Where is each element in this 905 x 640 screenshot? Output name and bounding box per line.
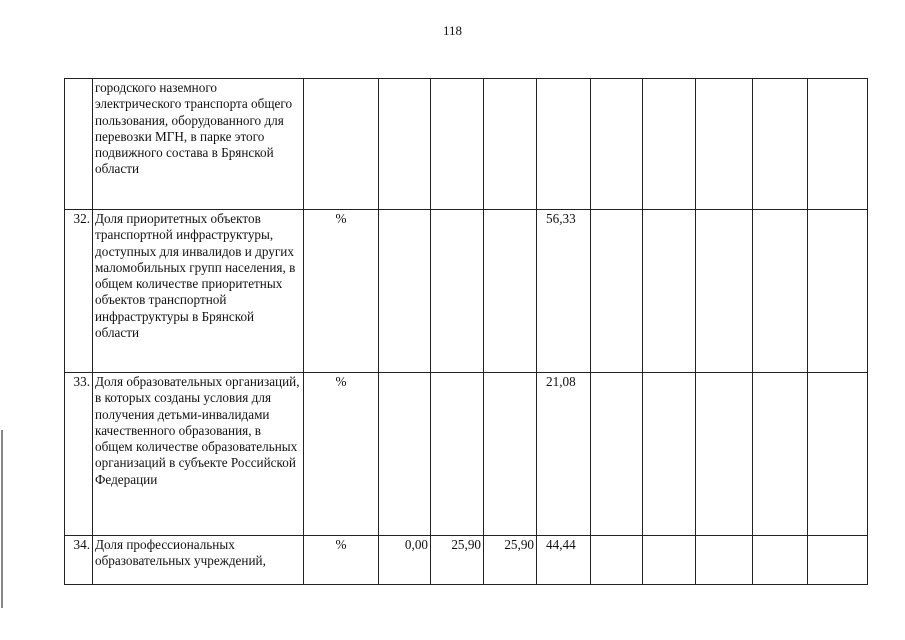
value-cell — [379, 373, 431, 536]
value-cell — [431, 79, 484, 210]
value-cell: 25,90 — [484, 536, 537, 585]
value-cell — [484, 373, 537, 536]
value-cell — [484, 210, 537, 373]
empty-cell — [696, 210, 753, 373]
table-row — [65, 210, 868, 373]
empty-cell — [753, 536, 808, 585]
unit-cell: % — [304, 373, 379, 536]
value-cell — [379, 79, 431, 210]
empty-cell — [753, 210, 808, 373]
unit-cell: % — [304, 210, 379, 373]
empty-cell — [643, 536, 696, 585]
indicator-description: городского наземного электрического транспорта общего пользования, оборудованного для перевозки МГН, в парке этого подвижного состава в Брянской области — [93, 79, 304, 210]
value-cell — [379, 210, 431, 373]
empty-cell — [753, 373, 808, 536]
empty-cell — [591, 210, 643, 373]
empty-cell — [808, 536, 868, 585]
empty-cell — [696, 536, 753, 585]
page-number: 118 — [442, 23, 463, 38]
empty-cell — [591, 373, 643, 536]
table-row — [65, 373, 868, 536]
row-number: 32. — [65, 210, 93, 373]
indicator-description: Доля образовательных организаций, в которых созданы условия для получения детьми-инвалидами качественного образования, в общем количестве образовательных организаций в субъекте Российской Федерации — [93, 373, 304, 536]
empty-cell — [643, 210, 696, 373]
row-number: 33. — [65, 373, 93, 536]
value-cell: 25,90 — [431, 536, 484, 585]
indicator-description: Доля приоритетных объектов транспортной инфраструктуры, доступных для инвалидов и других маломобильных групп населения, в общем количестве приоритетных объектов транспортной инфраструктуры в Брянской области — [93, 210, 304, 373]
empty-cell — [643, 79, 696, 210]
value-cell: 0,00 — [379, 536, 431, 585]
value-cell: 21,08 — [537, 373, 591, 536]
value-cell — [484, 79, 537, 210]
empty-cell — [591, 79, 643, 210]
value-cell: 56,33 — [537, 210, 591, 373]
indicators-table — [64, 78, 868, 585]
empty-cell — [696, 373, 753, 536]
indicator-description: Доля профессиональных образовательных учреждений, — [93, 536, 304, 585]
unit-cell — [304, 79, 379, 210]
empty-cell — [808, 373, 868, 536]
value-cell — [431, 210, 484, 373]
value-cell — [537, 79, 591, 210]
unit-cell: % — [304, 536, 379, 585]
row-number — [65, 79, 93, 210]
empty-cell — [753, 79, 808, 210]
empty-cell — [808, 210, 868, 373]
empty-cell — [696, 79, 753, 210]
row-number: 34. — [65, 536, 93, 585]
empty-cell — [808, 79, 868, 210]
table-row — [65, 536, 868, 585]
empty-cell — [643, 373, 696, 536]
empty-cell — [591, 536, 643, 585]
value-cell: 44,44 — [537, 536, 591, 585]
scan-margin-line — [1, 430, 3, 608]
value-cell — [431, 373, 484, 536]
table-row — [65, 79, 868, 210]
